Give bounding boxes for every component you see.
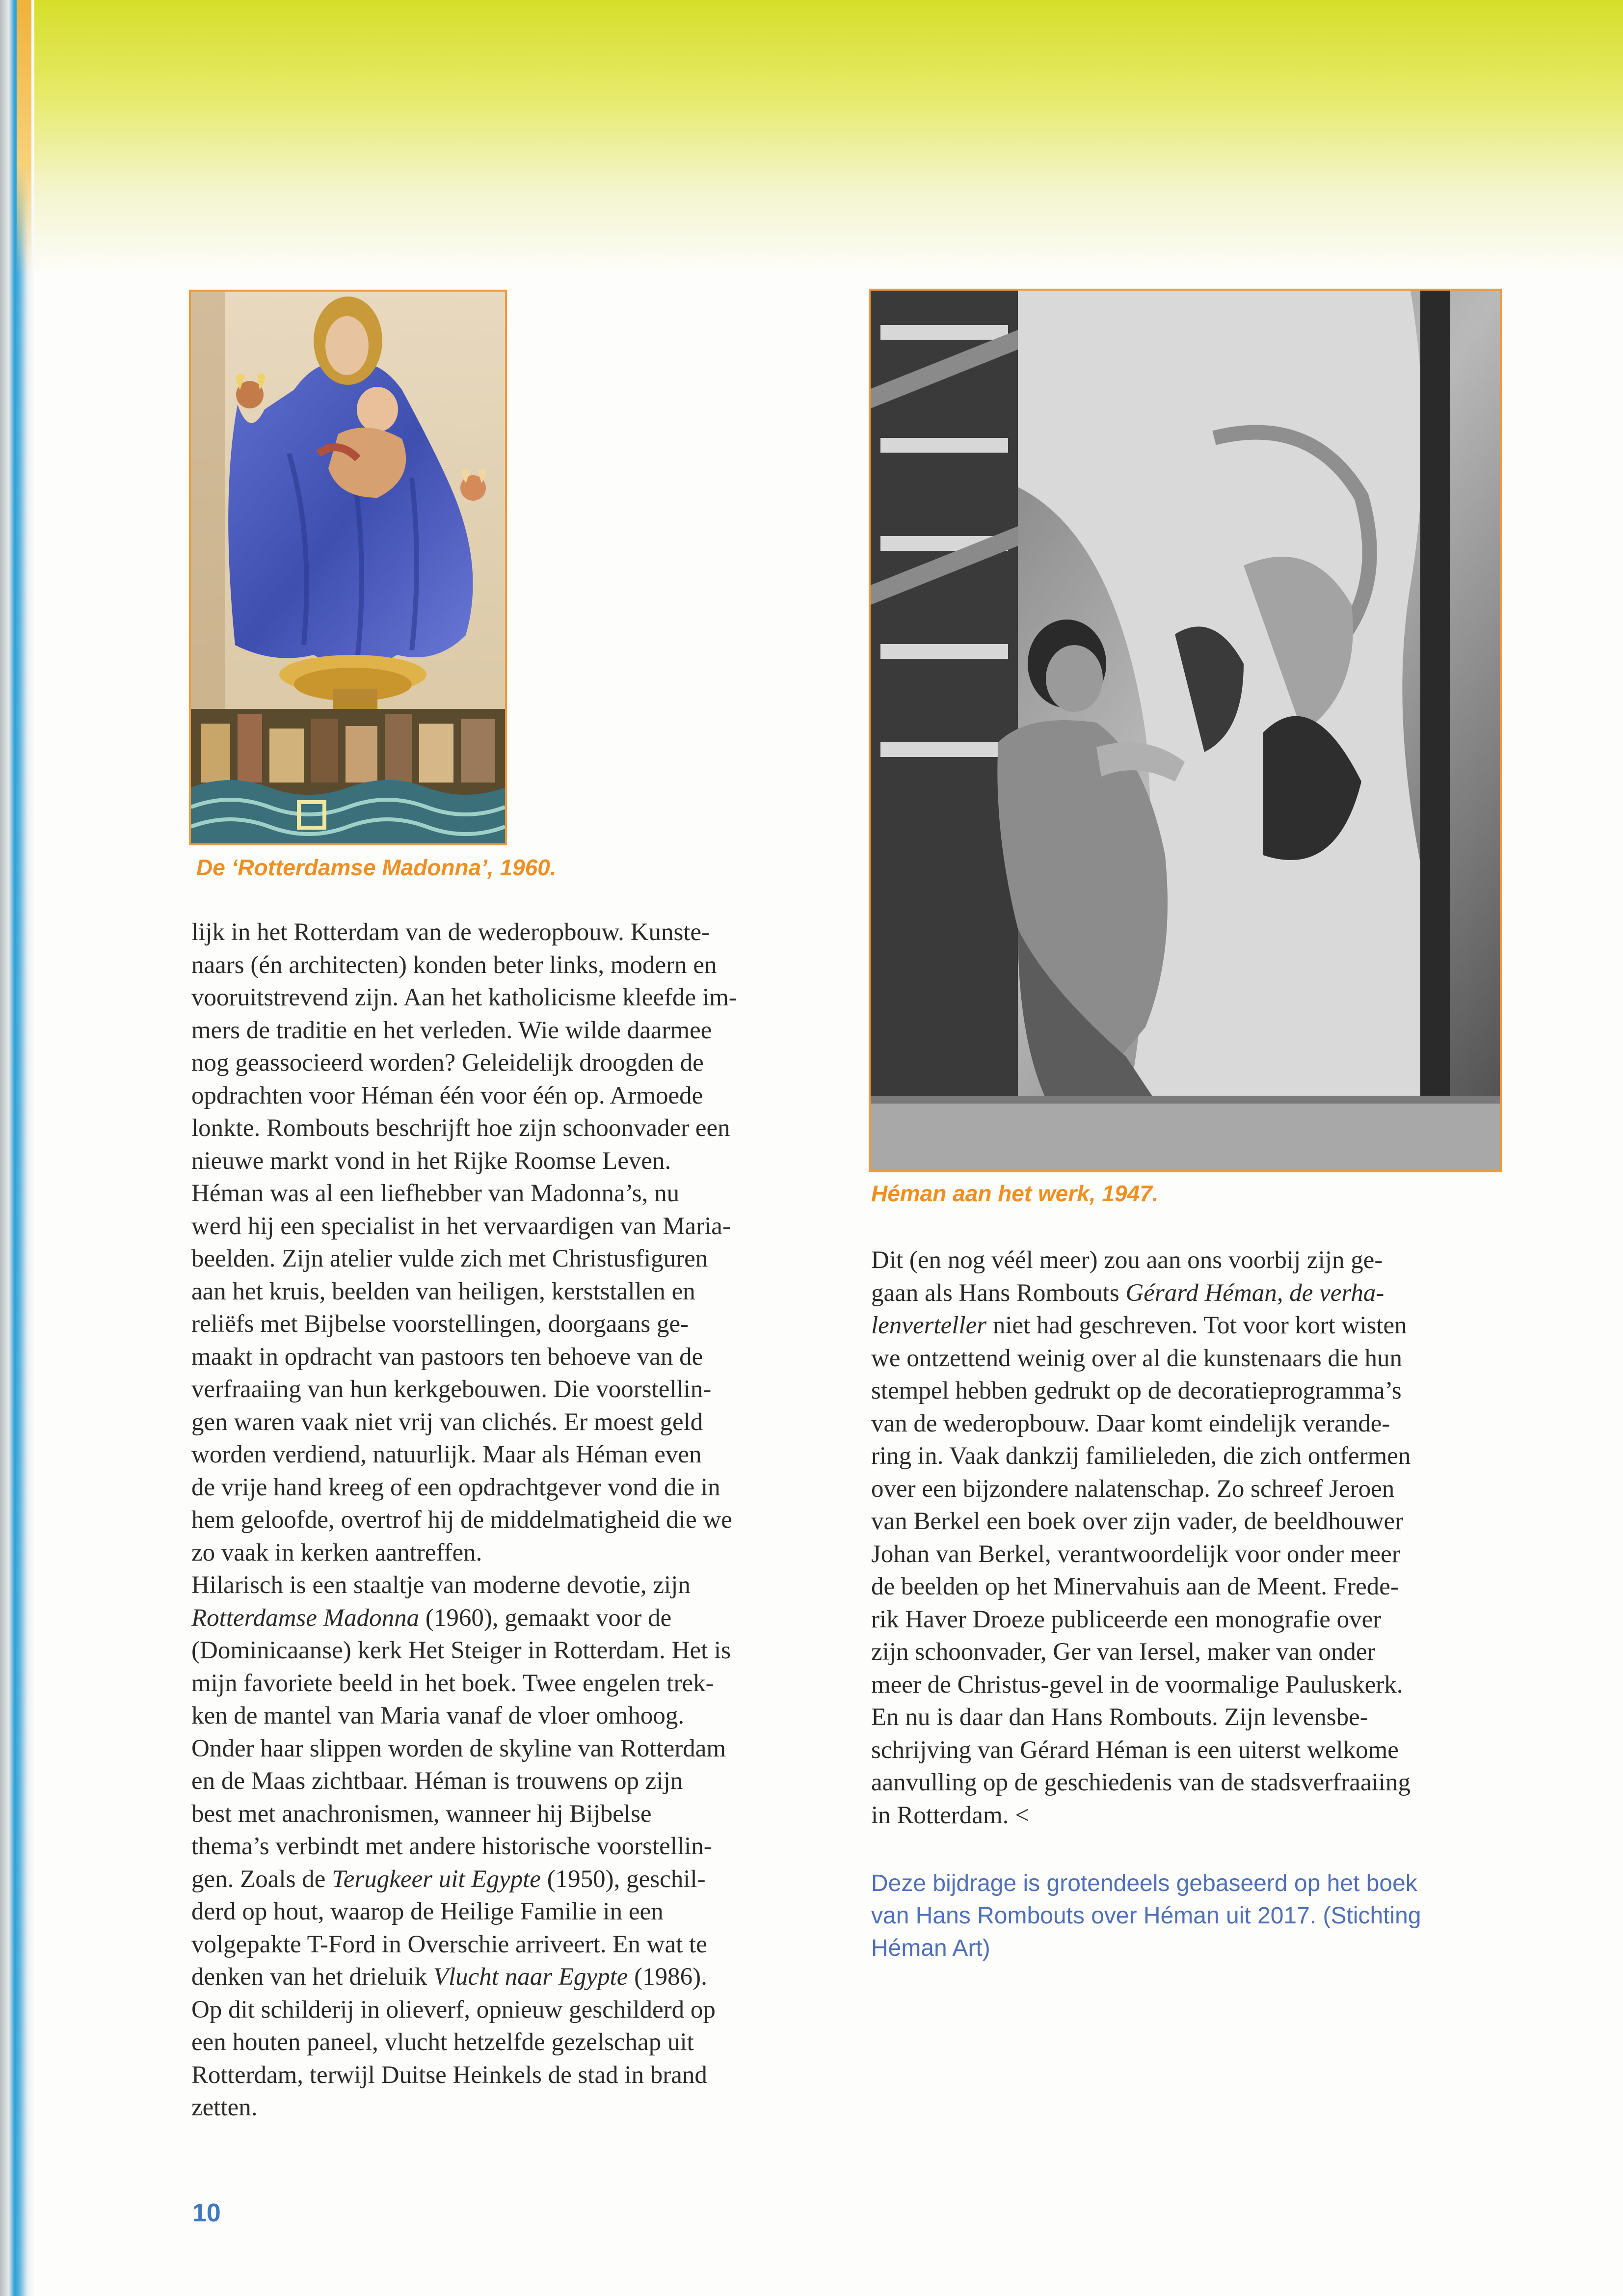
text-line: mers de traditie en het verleden. Wie wilde daarmee bbox=[191, 1016, 712, 1044]
text-line: (Dominicaanse) kerk Het Steiger in Rotterdam. Het is bbox=[191, 1637, 731, 1664]
page-number: 10 bbox=[192, 2199, 221, 2227]
text-line: Op dit schilderij in olieverf, opnieuw geschilderd op bbox=[191, 1996, 716, 2024]
text-line: Onder haar slippen worden de skyline van Rotterdam bbox=[191, 1734, 726, 1762]
text-line: beelden. Zijn atelier vulde zich met Christusfiguren bbox=[191, 1245, 708, 1272]
text-line: van Berkel een boek over zijn vader, de beeldhouwer bbox=[871, 1508, 1404, 1535]
text-line: ken de mantel van Maria vanaf de vloer omhoog. bbox=[191, 1702, 685, 1729]
text-line: zetten. bbox=[191, 2094, 258, 2121]
text-line: aan het kruis, beelden van heiligen, kerststallen en bbox=[191, 1277, 695, 1305]
text-line: de vrije hand kreeg of een opdrachtgever vond die in bbox=[191, 1473, 720, 1501]
text-line: Héman was al een liefhebber van Madonna’s, nu bbox=[191, 1180, 680, 1207]
text-line: nog geassocieerd worden? Geleidelijk droogden de bbox=[191, 1049, 704, 1077]
text-line: gen. Zoals de Terugkeer uit Egypte (1950), geschil- bbox=[191, 1865, 706, 1893]
heman-at-work-photo bbox=[869, 289, 1502, 1172]
note-line: Héman Art) bbox=[871, 1935, 990, 1961]
madonna-photo bbox=[189, 290, 507, 845]
text-line: nieuwe markt vond in het Rijke Roomse Leven. bbox=[191, 1147, 671, 1175]
text-line: verfraaiing van hun kerkgebouwen. Die voorstellin- bbox=[191, 1376, 712, 1403]
text-line: een houten paneel, vlucht hetzelfde gezelschap uit bbox=[191, 2028, 694, 2056]
note-line: van Hans Rombouts over Héman uit 2017. (Stichting bbox=[871, 1903, 1421, 1929]
text-line: denken van het drieluik Vlucht naar Egypte (1986). bbox=[191, 1963, 707, 1991]
spine-accent bbox=[17, 0, 31, 275]
text-line: lijk in het Rotterdam van de wederopbouw. Kunste- bbox=[191, 918, 710, 946]
text-line: naars (én architecten) konden beter links, modern en bbox=[191, 951, 717, 979]
text-line: zijn schoonvader, Ger van Iersel, maker van onder bbox=[871, 1638, 1376, 1666]
text-line: aanvulling op de geschiedenis van de stadsverfraaiing bbox=[871, 1769, 1410, 1796]
text-line: over een bijzondere nalatenschap. Zo schreef Jeroen bbox=[871, 1475, 1395, 1503]
text-line: de beelden op het Minervahuis aan de Meent. Frede- bbox=[871, 1573, 1399, 1600]
text-line: worden verdiend, natuurlijk. Maar als Héman even bbox=[191, 1441, 702, 1468]
text-line: gaan als Hans Rombouts Gérard Héman, de verha- bbox=[871, 1279, 1384, 1307]
page-spine bbox=[0, 0, 34, 2296]
text-line: werd hij een specialist in het vervaardigen van Maria- bbox=[191, 1212, 731, 1240]
text-line: lonkte. Rombouts beschrijft hoe zijn schoonvader een bbox=[191, 1114, 730, 1142]
text-line: En nu is daar dan Hans Rombouts. Zijn levensbe- bbox=[871, 1703, 1368, 1731]
text-line: best met anachronismen, wanneer hij Bijbelse bbox=[191, 1800, 652, 1828]
text-line: opdrachten voor Héman één voor één op. Armoede bbox=[191, 1081, 703, 1109]
text-line: van de wederopbouw. Daar komt eindelijk verande- bbox=[871, 1409, 1390, 1437]
text-line: maakt in opdracht van pastoors ten behoeve van de bbox=[191, 1343, 703, 1371]
text-line: meer de Christus-gevel in de voormalige Pauluskerk. bbox=[871, 1671, 1403, 1699]
madonna-statue-image bbox=[191, 292, 505, 843]
madonna-caption: De ‘Rotterdamse Madonna’, 1960. bbox=[196, 855, 557, 880]
text-line: thema’s verbindt met andere historische voorstellin- bbox=[191, 1833, 712, 1860]
text-line: in Rotterdam. < bbox=[871, 1801, 1029, 1829]
text-line: Dit (en nog véél meer) zou aan ons voorbij zijn ge- bbox=[871, 1246, 1383, 1274]
text-line: Hilarisch is een staaltje van moderne devotie, zijn bbox=[191, 1571, 691, 1599]
sculptor-image bbox=[871, 291, 1500, 1170]
text-line: schrijving van Gérard Héman is een uiterst welkome bbox=[871, 1736, 1399, 1764]
note-line: Deze bijdrage is grotendeels gebaseerd op het boek bbox=[871, 1870, 1417, 1896]
text-line: reliëfs met Bijbelse voorstellingen, doorgaans ge- bbox=[191, 1310, 689, 1338]
text-line: rik Haver Droeze publiceerde een monografie over bbox=[871, 1605, 1382, 1633]
text-line: vooruitstrevend zijn. Aan het katholicisme kleefde im- bbox=[191, 984, 737, 1011]
text-line: hem geloofde, overtrof hij de middelmatigheid die we bbox=[191, 1506, 732, 1534]
text-line: we ontzettend weinig over al die kunstenaars die hun bbox=[871, 1344, 1402, 1372]
source-note bbox=[871, 1867, 1421, 1965]
text-line: stempel hebben gedrukt op de decoratieprogramma’s bbox=[871, 1377, 1402, 1405]
heman-caption: Héman aan het werk, 1947. bbox=[871, 1181, 1159, 1206]
text-line: Rotterdamse Madonna (1960), gemaakt voor de bbox=[191, 1604, 672, 1632]
text-line: lenverteller niet had geschreven. Tot voor kort wisten bbox=[871, 1312, 1407, 1339]
text-line: en de Maas zichtbaar. Héman is trouwens op zijn bbox=[191, 1767, 683, 1795]
text-line: Johan van Berkel, verantwoordelijk voor onder meer bbox=[871, 1540, 1400, 1568]
text-line: gen waren vaak niet vrij van clichés. Er moest geld bbox=[191, 1408, 703, 1436]
left-column-text bbox=[191, 916, 839, 2124]
right-column-text bbox=[871, 1244, 1504, 1832]
text-line: mijn favoriete beeld in het boek. Twee engelen trek- bbox=[191, 1669, 714, 1697]
text-line: volgepakte T-Ford in Overschie arriveert. En wat te bbox=[191, 1930, 707, 1958]
text-line: Rotterdam, terwijl Duitse Heinkels de stad in brand bbox=[191, 2061, 707, 2089]
header-gradient bbox=[0, 0, 1623, 275]
text-line: derd op hout, waarop de Heilige Familie in een bbox=[191, 1898, 664, 1925]
text-line: ring in. Vaak dankzij familieleden, die zich ontfermen bbox=[871, 1442, 1411, 1470]
text-line: zo vaak in kerken aantreffen. bbox=[191, 1539, 482, 1567]
